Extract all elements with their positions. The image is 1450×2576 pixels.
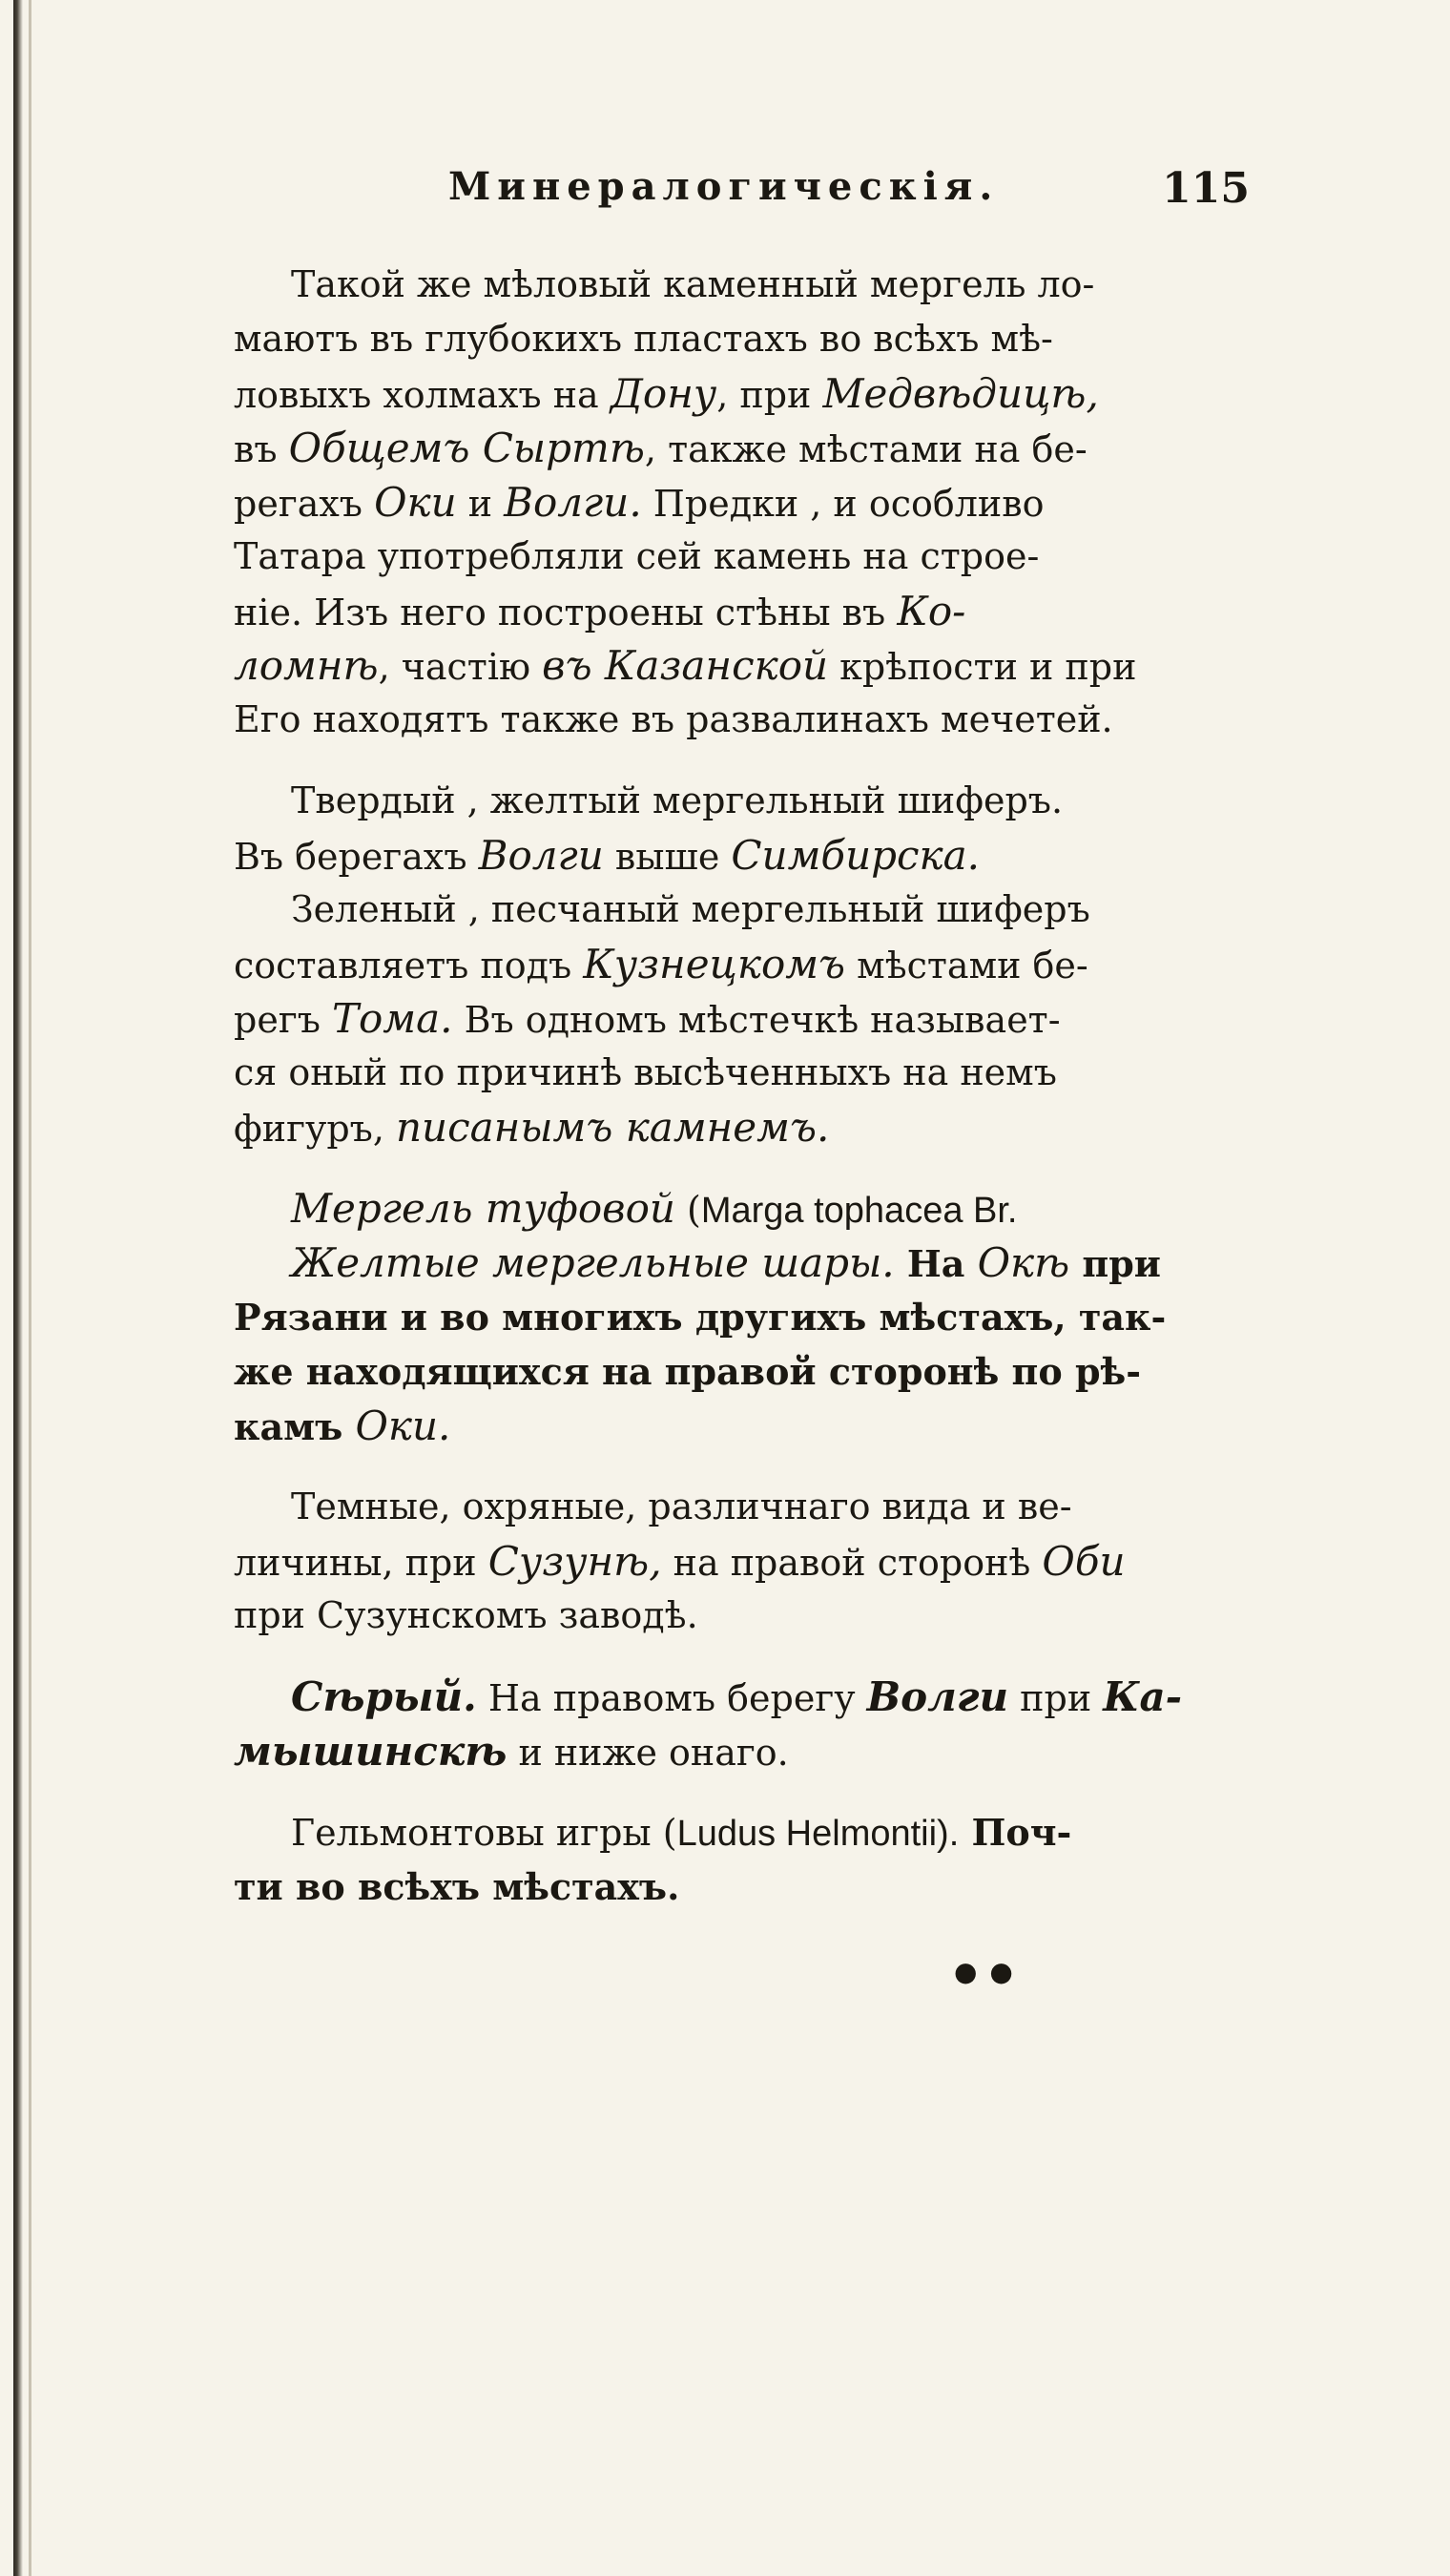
- place-name: Волги: [478, 832, 604, 879]
- place-name: Волги: [866, 1673, 1009, 1720]
- text-line: [234, 312, 1235, 366]
- text-line: [234, 1236, 1235, 1290]
- text-run: ся оный по причинѣ высѣченныхъ на немъ: [234, 1051, 1057, 1093]
- text-line: [234, 1181, 1235, 1236]
- place-name: Волги.: [504, 479, 642, 526]
- text-line: [234, 1290, 1235, 1344]
- text-run: Его находятъ также въ развалинахъ мечетей.: [234, 698, 1113, 740]
- place-name: Ка-: [1103, 1673, 1183, 1720]
- text-line: [234, 421, 1235, 475]
- page-header: [448, 164, 1250, 221]
- text-line: [234, 1480, 1235, 1534]
- place-name: Симбирска.: [731, 832, 980, 879]
- term: Мергель туфовой: [291, 1185, 675, 1232]
- text-line: [234, 774, 1235, 828]
- place-name: Сузунѣ,: [487, 1538, 662, 1585]
- text-run: маютъ въ глубокихъ пластахъ во всѣхъ мѣ-: [234, 318, 1053, 360]
- text-run: Въ берегахъ: [234, 836, 479, 878]
- text-line: [234, 1859, 1235, 1914]
- text-line: [234, 1344, 1235, 1399]
- text-run: Въ одномъ мѣстечкѣ называет-: [452, 999, 1061, 1041]
- place-name: Ко-: [897, 588, 966, 634]
- text-line: [234, 530, 1235, 584]
- text-run: составляетъ подъ: [234, 945, 584, 987]
- text-run: регахъ: [234, 483, 375, 525]
- text-run: регъ: [234, 999, 332, 1041]
- text-line: [234, 1589, 1235, 1643]
- place-name: въ Казанской: [542, 642, 829, 689]
- text-line: [234, 638, 1235, 693]
- text-line: [234, 1724, 1235, 1778]
- page-body: [234, 258, 1235, 1914]
- text-line: [234, 1100, 1235, 1154]
- text-run: На: [894, 1242, 978, 1285]
- text-run: , частію: [378, 646, 543, 688]
- text-line: [234, 1670, 1235, 1724]
- text-line: [234, 366, 1235, 421]
- text-run: фигуръ,: [234, 1108, 396, 1150]
- text-run: крѣпости и при: [828, 646, 1137, 688]
- text-line: [234, 937, 1235, 991]
- latin-name: Marga tophacea Br.: [700, 1191, 1018, 1231]
- text-run: На правомъ берегу: [476, 1677, 867, 1719]
- text-line: [234, 1805, 1235, 1859]
- term: Желтые мергельные шары.: [291, 1239, 895, 1286]
- text-run: на правой сторонѣ: [661, 1542, 1043, 1584]
- term: писанымъ камнемъ.: [396, 1104, 830, 1151]
- place-name: Общемъ Сыртѣ: [288, 425, 645, 471]
- text-run: при: [1069, 1242, 1161, 1285]
- text-line: [234, 1399, 1235, 1453]
- text-run: ловыхъ холмахъ на: [234, 374, 611, 416]
- text-run: , также мѣстами на бе-: [644, 428, 1088, 470]
- end-ornament: ● ●: [954, 1956, 1015, 1987]
- text-run: Темные, охряные, различнаго вида и ве-: [291, 1485, 1072, 1527]
- place-name: Дону: [610, 370, 717, 417]
- latin-name: Ludus Helmontii).: [676, 1814, 960, 1854]
- text-run: , при: [716, 374, 823, 416]
- text-line: [234, 991, 1235, 1046]
- text-run: Поч-: [959, 1811, 1072, 1854]
- place-name: Медвѣдицѣ,: [822, 370, 1099, 417]
- text-run: личины, при: [234, 1542, 488, 1584]
- place-name: Окѣ: [977, 1239, 1070, 1286]
- text-run: Твердый , желтый мергельный шиферъ.: [291, 779, 1064, 821]
- page-number: 115: [1162, 164, 1250, 213]
- place-name: Кузнецкомъ: [583, 941, 846, 987]
- text-line: [234, 1534, 1235, 1589]
- text-run: ніе. Изъ него построены стѣны въ: [234, 592, 898, 634]
- text-run: и: [456, 483, 505, 525]
- place-name: Оки: [374, 479, 457, 526]
- text-line: [234, 883, 1235, 937]
- term: Сѣрый.: [291, 1673, 477, 1720]
- text-run: же находящихся на правой сторонѣ по рѣ-: [234, 1350, 1142, 1393]
- place-name: Тома.: [331, 995, 453, 1042]
- text-run: Татара употребляли сей камень на строе-: [234, 535, 1040, 577]
- place-name: ломнѣ: [234, 642, 379, 689]
- place-name: мышинскѣ: [234, 1728, 508, 1775]
- text-run: Предки , и особливо: [641, 483, 1045, 525]
- text-run: Такой же мѣловый каменный мергель ло-: [291, 263, 1095, 305]
- text-line: [234, 693, 1235, 747]
- place-name: Оки.: [355, 1402, 451, 1449]
- text-run: и ниже онаго.: [507, 1732, 789, 1774]
- running-head: Минералогическія.: [448, 164, 1000, 209]
- text-run: Гельмонтовы игры (: [291, 1812, 677, 1854]
- place-name: Оби: [1042, 1538, 1126, 1585]
- text-run: ти во всѣхъ мѣстахъ.: [234, 1865, 680, 1908]
- text-run: выше: [603, 836, 732, 878]
- text-run: въ: [234, 428, 289, 470]
- page-gutter-line: [29, 0, 31, 2576]
- text-line: [234, 584, 1235, 638]
- text-line: [234, 258, 1235, 312]
- text-run: камъ: [234, 1405, 356, 1448]
- text-run: мѣстами бе-: [845, 945, 1088, 987]
- text-run: при Сузунскомъ заводѣ.: [234, 1594, 698, 1636]
- text-line: [234, 828, 1235, 883]
- text-line: [234, 1046, 1235, 1100]
- text-run: (: [674, 1189, 701, 1231]
- text-run: Рязани и во многихъ другихъ мѣстахъ, так-: [234, 1296, 1167, 1339]
- text-run: при: [1008, 1677, 1104, 1719]
- text-run: Зеленый , песчаный мергельный шиферъ: [291, 888, 1090, 930]
- text-line: [234, 475, 1235, 530]
- page-binding-edge: [13, 0, 23, 2576]
